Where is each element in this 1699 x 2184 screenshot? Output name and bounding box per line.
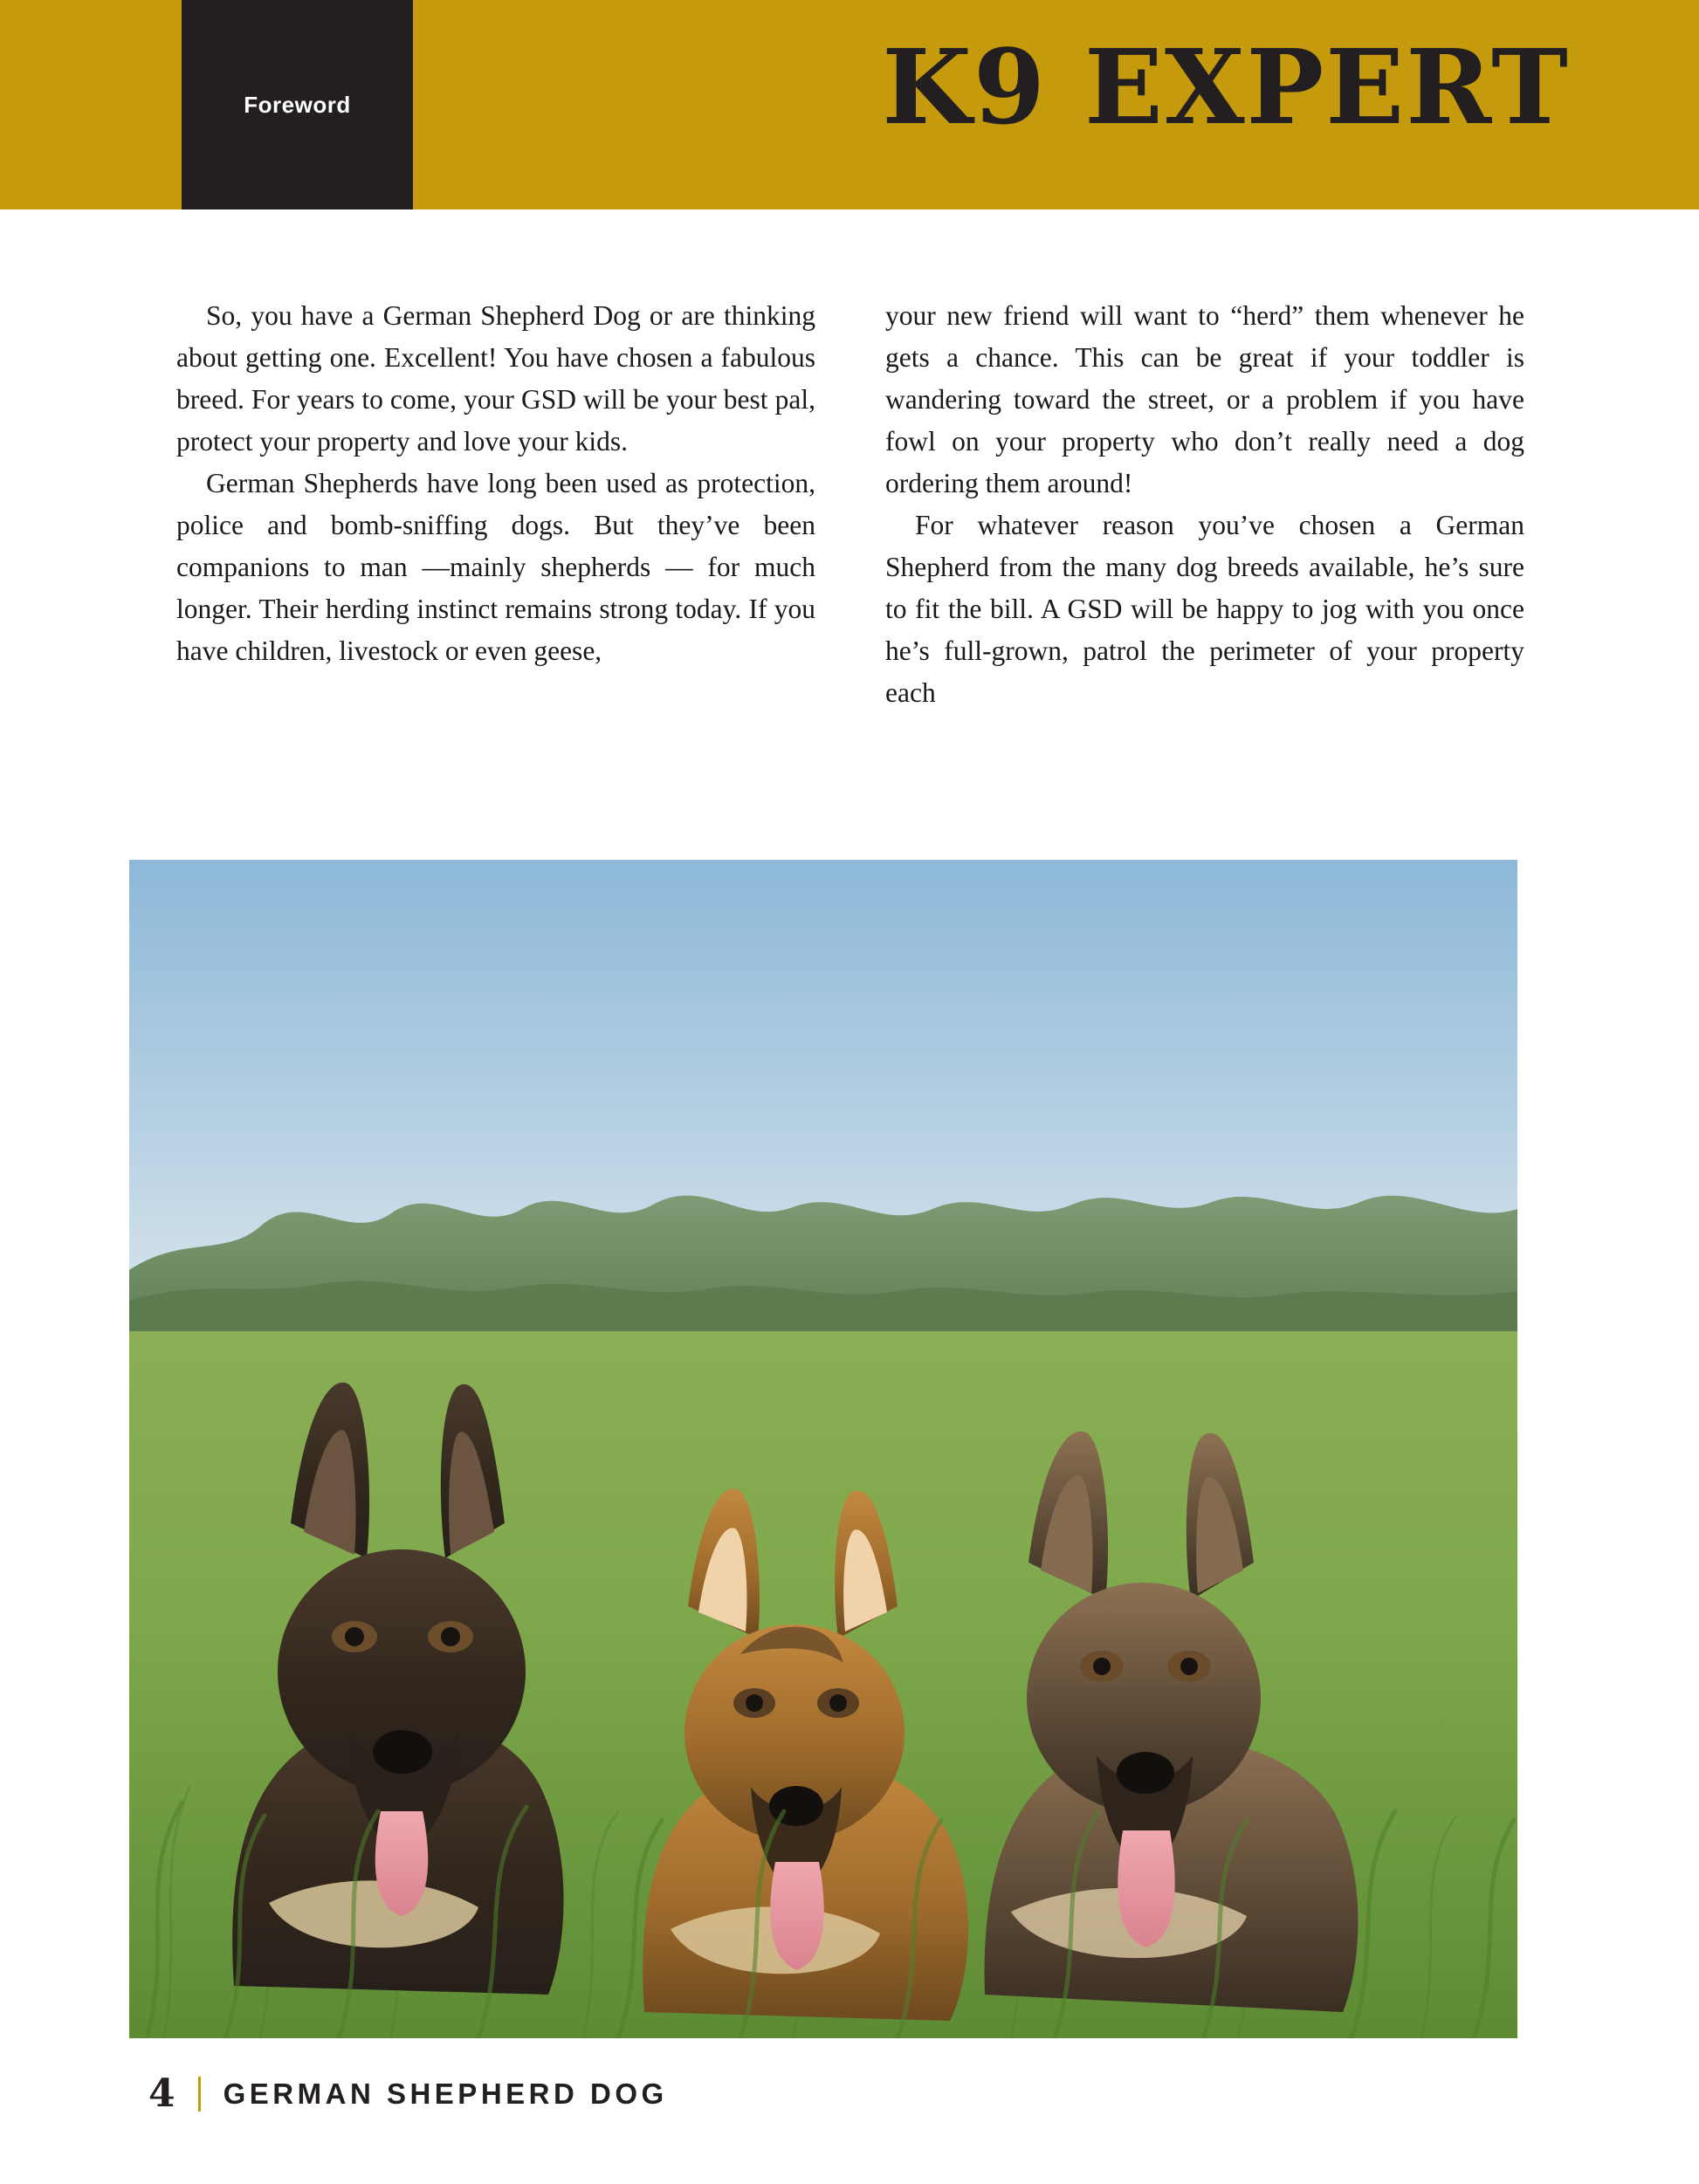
left-column [176,295,815,714]
page-header [0,0,1699,209]
book-title: GERMAN SHEPHERD DOG [223,2077,668,2110]
right-column [885,295,1524,714]
section-tab [182,0,413,209]
paragraph: German Shepherds have long been used as protection, police and bomb-sniffing dogs. But they’ve been companions to man —mainly shepherds — for much longer. Their herding instinct remains strong today. If you have children, livestock or even geese, [176,468,815,666]
article-photo [129,860,1517,2038]
page-footer [148,2071,668,2116]
footer-divider [198,2077,201,2112]
article-body [176,295,1525,714]
paragraph: For whatever reason you’ve chosen a German Shepherd from the many dog breeds available, he’s sure to fit the bill. A GSD will be happy to jog with you once he’s full-grown, patrol the perimeter of your property each [885,510,1524,708]
page-number: 4 [148,2071,175,2116]
paragraph: your new friend will want to “herd” them whenever he gets a chance. This can be great if your toddler is wandering toward the street, or a problem if you have fowl on your property who don’t really need a dog ordering them around! [885,300,1524,498]
magazine-title: K9 EXPERT [882,26,1570,148]
paragraph: So, you have a German Shepherd Dog or are thinking about getting one. Excellent! You have chosen a fabulous breed. For years to come, your GSD will be your best pal, protect your property and love your kids. [176,300,815,457]
section-tab-label: Foreword [244,91,351,118]
dogs-in-field-illustration [129,860,1517,2038]
